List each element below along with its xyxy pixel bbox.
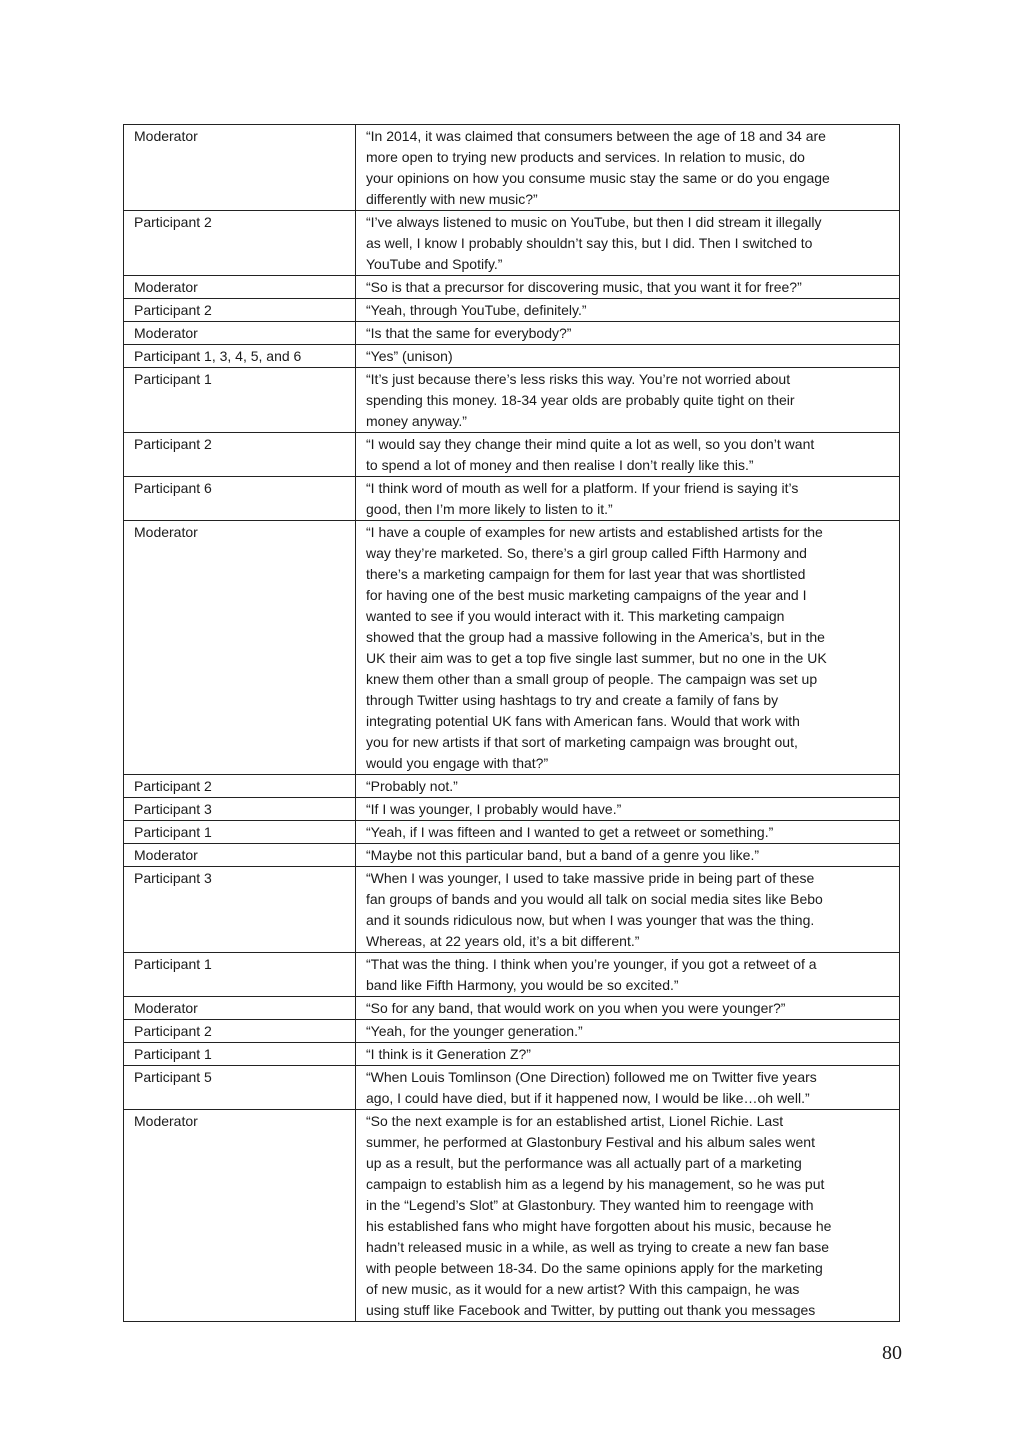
speaker-cell: Participant 3 — [124, 798, 356, 821]
utterance-cell: “Probably not.” — [356, 775, 900, 798]
utterance-cell: “When I was younger, I used to take massive pride in being part of these fan groups of bands and you would all talk on social media sites like Bebo and it sounds ridiculous now, but when I was younger that was the thing. Whereas, at 22 years old, it’s a bit different.” — [356, 867, 900, 953]
speaker-cell: Moderator — [124, 844, 356, 867]
utterance-cell: “Yes” (unison) — [356, 345, 900, 368]
speaker-cell: Participant 2 — [124, 299, 356, 322]
utterance-cell: “If I was younger, I probably would have.” — [356, 798, 900, 821]
utterance-cell: “In 2014, it was claimed that consumers between the age of 18 and 34 are more open to trying new products and services. In relation to music, do your opinions on how you consume music stay the same or do you engage differently with new music?” — [356, 125, 900, 211]
utterance-cell: “When Louis Tomlinson (One Direction) followed me on Twitter five years ago, I could have died, but if it happened now, I would be like…oh well.” — [356, 1066, 900, 1110]
transcript-row — [124, 433, 900, 477]
speaker-cell: Moderator — [124, 125, 356, 211]
speaker-cell: Moderator — [124, 1110, 356, 1322]
utterance-cell: “Maybe not this particular band, but a band of a genre you like.” — [356, 844, 900, 867]
transcript-row — [124, 368, 900, 433]
transcript-row — [124, 125, 900, 211]
speaker-cell: Participant 1 — [124, 368, 356, 433]
transcript-row — [124, 821, 900, 844]
transcript-row — [124, 276, 900, 299]
utterance-cell: “That was the thing. I think when you’re younger, if you got a retweet of a band like Fifth Harmony, you would be so excited.” — [356, 953, 900, 997]
speaker-cell: Participant 1 — [124, 953, 356, 997]
transcript-row — [124, 477, 900, 521]
utterance-cell: “It’s just because there’s less risks this way. You’re not worried about spending this money. 18-34 year olds are probably quite tight on their money anyway.” — [356, 368, 900, 433]
utterance-cell: “So the next example is for an established artist, Lionel Richie. Last summer, he performed at Glastonbury Festival and his album sales went up as a result, but the performance was all actually part of a marketing campaign to establish him as a legend by his management, so he was put in the “Legend’s Slot” at Glastonbury. They wanted him to reengage with his established fans who might have forgotten about his music, because he hadn’t released music in a while, as well as trying to create a new fan base with people between 18-34. Do the same opinions apply for the marketing of new music, as it would for a new artist? With this campaign, he was using stuff like Facebook and Twitter, by putting out thank you messages — [356, 1110, 900, 1322]
speaker-cell: Moderator — [124, 276, 356, 299]
speaker-cell: Moderator — [124, 322, 356, 345]
transcript-row — [124, 345, 900, 368]
transcript-row — [124, 844, 900, 867]
speaker-cell: Participant 1, 3, 4, 5, and 6 — [124, 345, 356, 368]
transcript-row — [124, 798, 900, 821]
speaker-cell: Participant 2 — [124, 433, 356, 477]
utterance-cell: “I think word of mouth as well for a platform. If your friend is saying it’s good, then I’m more likely to listen to it.” — [356, 477, 900, 521]
speaker-cell: Moderator — [124, 521, 356, 775]
utterance-cell: “So is that a precursor for discovering music, that you want it for free?” — [356, 276, 900, 299]
utterance-cell: “So for any band, that would work on you when you were younger?” — [356, 997, 900, 1020]
utterance-cell: “I’ve always listened to music on YouTube, but then I did stream it illegally as well, I know I probably shouldn’t say this, but I did. Then I switched to YouTube and Spotify.” — [356, 211, 900, 276]
utterance-cell: “I think is it Generation Z?” — [356, 1043, 900, 1066]
transcript-row — [124, 953, 900, 997]
transcript-row — [124, 322, 900, 345]
transcript-row — [124, 1043, 900, 1066]
speaker-cell: Participant 1 — [124, 821, 356, 844]
speaker-cell: Moderator — [124, 997, 356, 1020]
transcript-row — [124, 1110, 900, 1322]
transcript-row — [124, 521, 900, 775]
transcript-row — [124, 867, 900, 953]
transcript-row — [124, 211, 900, 276]
speaker-cell: Participant 2 — [124, 775, 356, 798]
transcript-row — [124, 775, 900, 798]
utterance-cell: “Yeah, if I was fifteen and I wanted to get a retweet or something.” — [356, 821, 900, 844]
transcript-row — [124, 299, 900, 322]
speaker-cell: Participant 2 — [124, 211, 356, 276]
speaker-cell: Participant 6 — [124, 477, 356, 521]
utterance-cell: “Yeah, for the younger generation.” — [356, 1020, 900, 1043]
speaker-cell: Participant 1 — [124, 1043, 356, 1066]
transcript-row — [124, 1020, 900, 1043]
transcript-table — [123, 124, 900, 1322]
speaker-cell: Participant 3 — [124, 867, 356, 953]
transcript-row — [124, 997, 900, 1020]
utterance-cell: “I have a couple of examples for new artists and established artists for the way they’re marketed. So, there’s a girl group called Fifth Harmony and there’s a marketing campaign for them for last year that was shortlisted for having one of the best music marketing campaigns of the year and I wanted to see if you would interact with it. This marketing campaign showed that the group had a massive following in the America’s, but in the UK their aim was to get a top five single last summer, but no one in the UK knew them other than a small group of people. The campaign was set up through Twitter using hashtags to try and create a family of fans by integrating potential UK fans with American fans. Would that work with you for new artists if that sort of marketing campaign was brought out, would you engage with that?” — [356, 521, 900, 775]
utterance-cell: “I would say they change their mind quite a lot as well, so you don’t want to spend a lot of money and then realise I don’t really like this.” — [356, 433, 900, 477]
utterance-cell: “Is that the same for everybody?” — [356, 322, 900, 345]
transcript-row — [124, 1066, 900, 1110]
transcript-body — [124, 125, 900, 1322]
page-number: 80 — [882, 1342, 902, 1364]
utterance-cell: “Yeah, through YouTube, definitely.” — [356, 299, 900, 322]
speaker-cell: Participant 2 — [124, 1020, 356, 1043]
speaker-cell: Participant 5 — [124, 1066, 356, 1110]
